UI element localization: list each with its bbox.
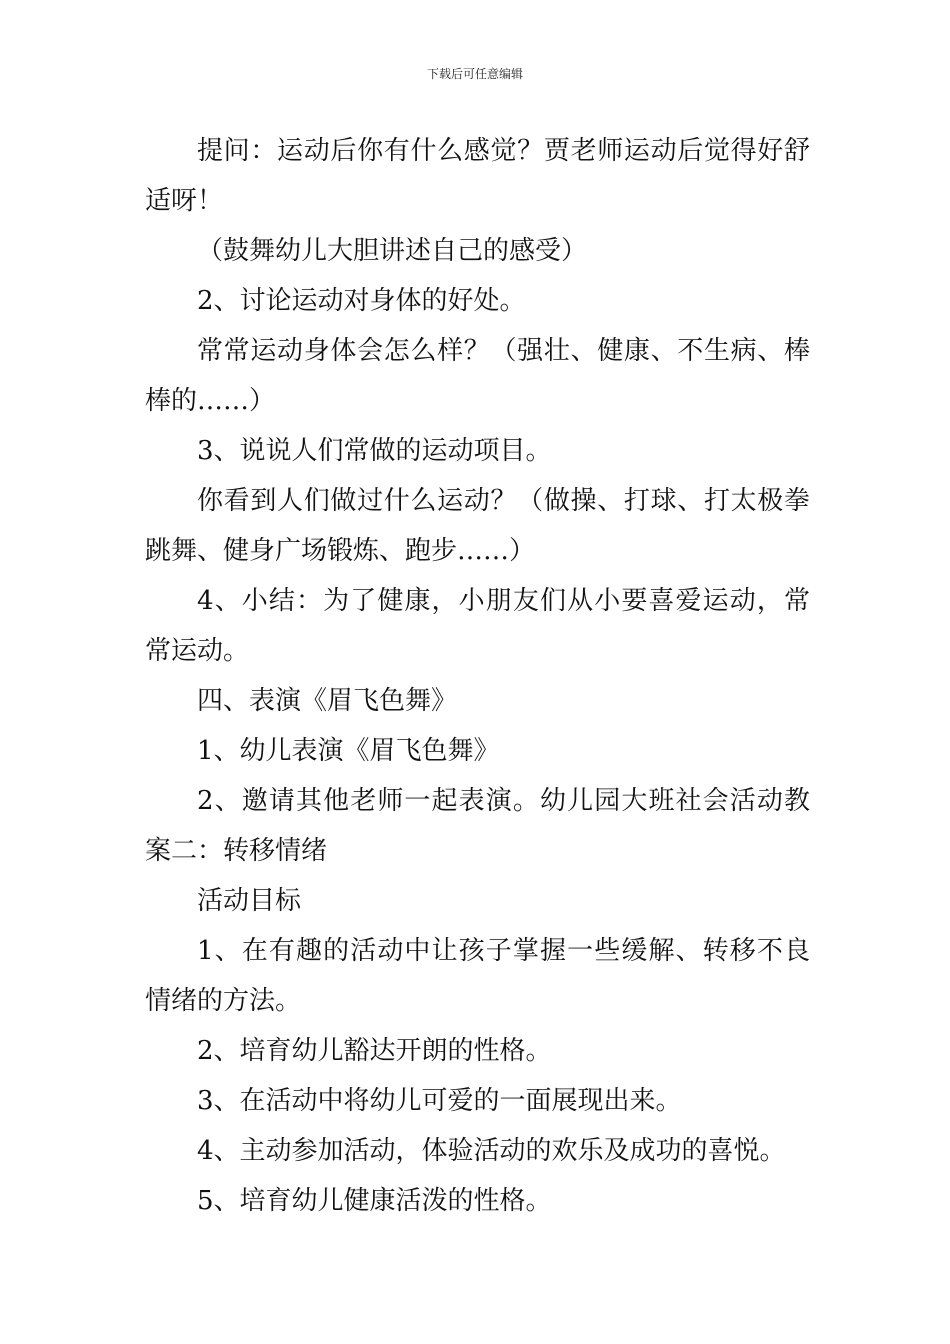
paragraph: 5、培育幼儿健康活泼的性格。 — [197, 1186, 552, 1216]
paragraph: 3、在活动中将幼儿可爱的一面展现出来。 — [197, 1086, 682, 1116]
document-body — [145, 126, 810, 1226]
paragraph: 常常运动身体会怎么样？（强壮、健康、不生病、棒棒的……） — [145, 336, 810, 416]
page-header-note: 下载后可任意编辑 — [426, 67, 523, 81]
paragraph: 提问：运动后你有什么感觉？贾老师运动后觉得好舒适呀！ — [145, 136, 810, 216]
paragraph: 2、培育幼儿豁达开朗的性格。 — [197, 1036, 552, 1066]
section-heading: 四、表演《眉飞色舞》 — [197, 686, 458, 716]
paragraph: 1、在有趣的活动中让孩子掌握一些缓解、转移不良情绪的方法。 — [145, 936, 810, 1016]
paragraph: 2、邀请其他老师一起表演。幼儿园大班社会活动教案二：转移情绪 — [145, 786, 810, 866]
paragraph: 4、小结：为了健康，小朋友们从小要喜爱运动，常常运动。 — [145, 586, 810, 666]
paragraph: 3、说说人们常做的运动项目。 — [197, 436, 552, 466]
paragraph: （鼓舞幼儿大胆讲述自己的感受） — [197, 236, 588, 266]
paragraph: 4、主动参加活动，体验活动的欢乐及成功的喜悦。 — [197, 1136, 786, 1166]
paragraph: 2、讨论运动对身体的好处。 — [197, 286, 526, 316]
paragraph: 1、幼儿表演《眉飞色舞》 — [197, 736, 500, 766]
paragraph: 你看到人们做过什么运动？（做操、打球、打太极拳跳舞、健身广场锻炼、跑步……） — [145, 486, 810, 566]
section-heading: 活动目标 — [197, 886, 302, 916]
